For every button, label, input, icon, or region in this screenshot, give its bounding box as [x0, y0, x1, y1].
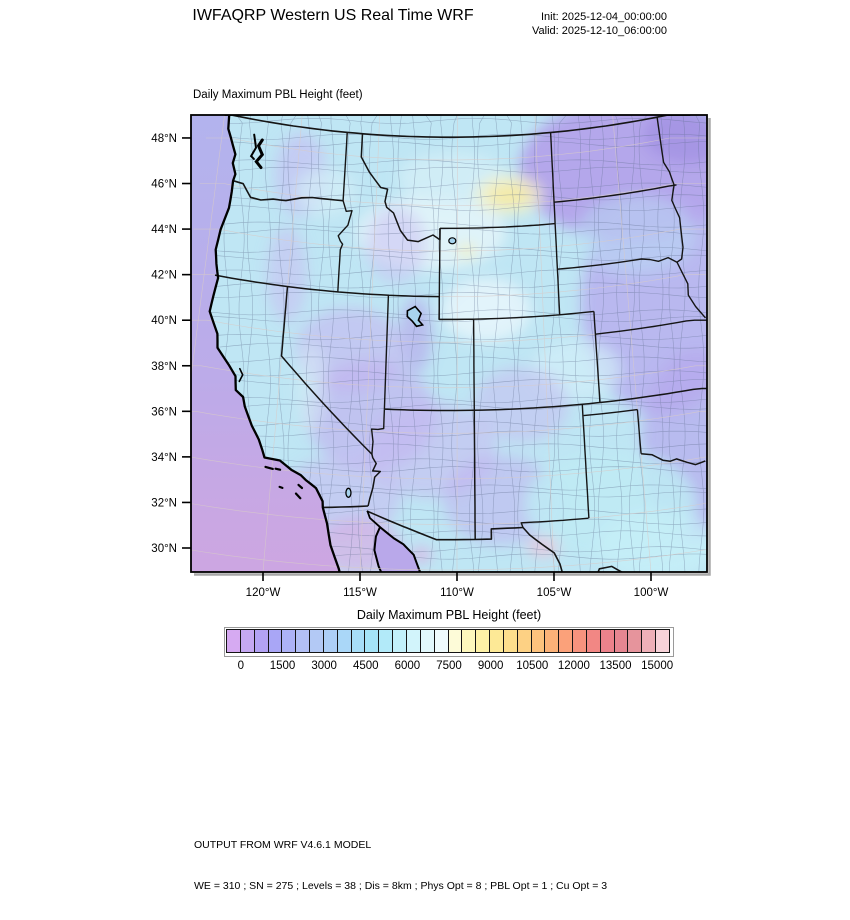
map-field: [131, 92, 764, 617]
model-footer: [194, 812, 607, 920]
island-nicolas: [280, 487, 283, 488]
colorbar-box: [655, 629, 670, 653]
colorbar-tick-label: 9000: [477, 660, 504, 672]
colorbar-box: [378, 629, 393, 653]
colorbar-box: [614, 629, 629, 653]
colorbar-tick-label: 3000: [311, 660, 337, 672]
colorbar: [224, 627, 674, 657]
colorbar-box: [406, 629, 421, 653]
border-az-nm: [474, 410, 475, 539]
init-time-label: Init: 2025-12-04_00:00:00: [541, 11, 667, 23]
colorbar-tick-label: 15000: [641, 660, 674, 672]
island-anacapa: [276, 469, 281, 470]
colorbar-box: [268, 629, 283, 653]
colorbar-tick-label: 10500: [516, 660, 549, 672]
colorbar-box: [240, 629, 255, 653]
colorbar-box: [627, 629, 642, 653]
colorbar-box: [461, 629, 476, 653]
colorbar-box: [600, 629, 615, 653]
colorbar-tick-label: 0: [237, 660, 245, 672]
colorbar-box: [572, 629, 587, 653]
lat-tick-label: 40°N: [151, 315, 177, 328]
colorbar-box: [420, 629, 435, 653]
colorbar-tick-label: 7500: [436, 660, 462, 672]
lat-tick-label: 46°N: [151, 178, 177, 191]
colorbar-box: [281, 629, 296, 653]
lon-tick-label: 120°W: [245, 587, 281, 599]
colorbar-box: [558, 629, 573, 653]
colorbar-tick-label: 4500: [352, 660, 379, 672]
lat-tick-label: 48°N: [151, 132, 177, 145]
run-times: [455, 11, 667, 38]
lon-tick-label: 110°W: [440, 587, 474, 599]
map-subtitle: Daily Maximum PBL Height (feet): [193, 89, 363, 101]
valid-time-label: Valid: 2025-12-10_06:00:00: [532, 24, 667, 37]
pbl-height-map: [136, 103, 721, 600]
border-wy-west: [439, 228, 440, 319]
lat-tick-label: 36°N: [151, 406, 177, 419]
salton-sea: [346, 488, 351, 497]
colorbar-title: Daily Maximum PBL Height (feet): [356, 608, 542, 622]
colorbar-box: [448, 629, 463, 653]
colorbar-tick-label: 6000: [394, 660, 421, 672]
colorbar-box: [475, 629, 490, 653]
colorbar-box: [337, 629, 352, 653]
colorbar-box: [309, 629, 324, 653]
lon-tick-label: 100°W: [633, 587, 669, 599]
lat-tick-label: 42°N: [151, 269, 177, 282]
yellowstone-lake: [449, 238, 456, 244]
footer-line2: WE = 310 ; SN = 275 ; Levels = 38 ; Dis = 8km ; Phys Opt = 8 ; PBL Opt = 1 ; Cu Opt = 3: [194, 879, 608, 892]
colorbar-box: [254, 629, 269, 653]
colorbar-box: [226, 629, 241, 653]
colorbar-box: [489, 629, 504, 653]
colorbar-box: [295, 629, 310, 653]
colorbar-box: [517, 629, 532, 653]
footer-line1: OUTPUT FROM WRF V4.6.1 MODEL: [194, 839, 372, 851]
colorbar-tick-label: 12000: [557, 660, 590, 672]
lat-tick-label: 34°N: [151, 451, 177, 464]
colorbar-box: [503, 629, 518, 653]
colorbar-box: [641, 629, 656, 653]
colorbar-box: [531, 629, 546, 653]
lat-tick-label: 30°N: [151, 543, 177, 555]
page-title: IWFAQRP Western US Real Time WRF: [192, 7, 474, 24]
colorbar-box: [351, 629, 366, 653]
lon-tick-label: 115°W: [343, 587, 377, 599]
colorbar-tick-labels: [0, 660, 850, 676]
lat-tick-label: 38°N: [151, 360, 177, 373]
colorbar-boxes: [226, 629, 670, 653]
colorbar-box: [364, 629, 379, 653]
colorbar-tick-label: 1500: [269, 660, 296, 672]
colorbar-box: [544, 629, 559, 653]
colorbar-box: [392, 629, 407, 653]
colorbar-box: [434, 629, 449, 653]
lat-tick-label: 32°N: [151, 497, 177, 510]
lon-tick-label: 105°W: [536, 587, 572, 599]
lat-tick-label: 44°N: [151, 224, 177, 237]
colorbar-box: [586, 629, 601, 653]
colorbar-box: [323, 629, 338, 653]
colorbar-tick-label: 13500: [599, 660, 632, 672]
